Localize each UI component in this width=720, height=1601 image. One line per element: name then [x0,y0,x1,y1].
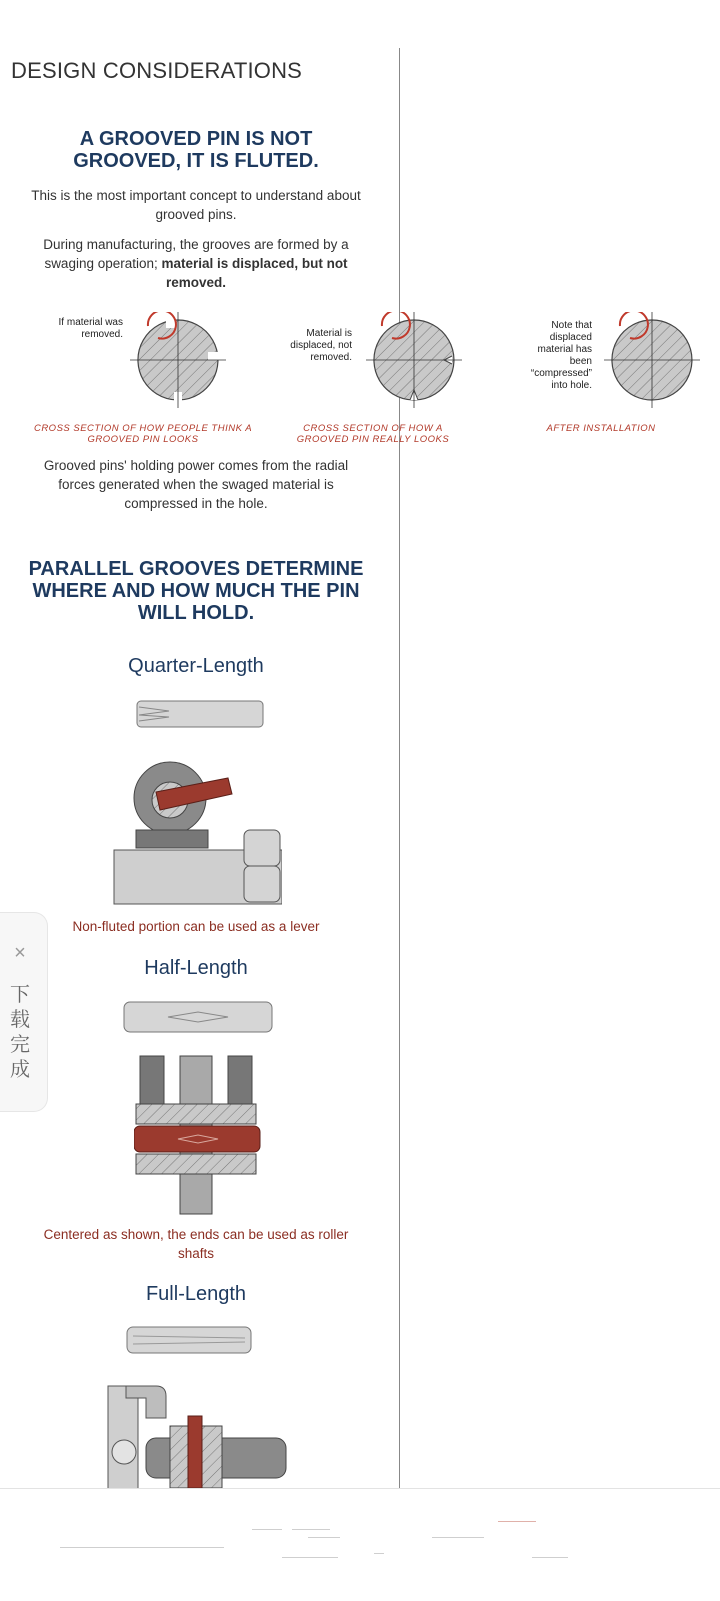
download-complete-tab[interactable] [0,912,48,1112]
grooves-heading: PARALLEL GROOVES DETERMINE WHERE AND HOW MUCH THE PIN WILL HOLD. [28,558,364,624]
footer-line [282,1557,338,1558]
diagram-1-caption: CROSS SECTION OF HOW PEOPLE THINK A GROOVED PIN LOOKS [33,423,253,445]
diagram-2-note: Material is displaced, not removed. [290,328,352,363]
half-length-note: Centered as shown, the ends can be used as roller shafts [43,1227,349,1261]
diagram-2-caption: CROSS SECTION OF HOW A GROOVED PIN REALLY LOOKS [296,423,450,445]
full-length-pin-icon [125,1323,253,1357]
concept-text-2 [25,235,367,292]
concept-paragraph-2-plain: During manufacturing, the grooves are formed by a swaging operation; [43,237,349,271]
diagram-3-note: Note that displaced material has been “compressed” into hole. [530,320,592,391]
footer-line [532,1557,568,1558]
footer-line [60,1547,224,1548]
lever-assembly-icon [112,760,282,908]
footer-line [308,1537,340,1538]
concept-block [25,128,367,172]
half-length-title: Half-Length [144,957,248,979]
cross-section-installed-icon [604,312,700,408]
diagram-3-caption: AFTER INSTALLATION [546,423,656,434]
close-icon[interactable]: × [14,942,26,964]
concept-text-1 [25,186,367,224]
concept-heading: A GROOVED PIN IS NOT GROOVED, IT IS FLUTED. [73,128,319,172]
cross-section-removed-icon [130,312,226,408]
quarter-length-title: Quarter-Length [128,655,264,677]
shaft-assembly-icon [106,1378,290,1488]
concept-paragraph-2-bold: material is displaced, but not removed. [161,256,348,290]
quarter-length-pin-icon [135,697,265,731]
footer-line [432,1537,484,1538]
footer-line [498,1521,536,1522]
footer-line [292,1529,330,1530]
holding-power-paragraph: Grooved pins' holding power comes from the radial forces generated when the swaged material is compressed in the hole. [43,458,349,511]
full-length-title: Full-Length [145,1283,247,1305]
column-divider [399,48,400,1488]
section-title: DESIGN CONSIDERATIONS [11,58,303,83]
quarter-length-note: Non-fluted portion can be used as a lever [72,919,320,934]
footer-bar [0,1488,720,1601]
roller-assembly-icon [134,1054,264,1216]
cross-section-displaced-icon [366,312,462,408]
grooves-block [25,558,367,624]
holding-power-text [25,456,367,513]
footer-line [374,1553,384,1554]
half-length-pin-icon [122,998,274,1036]
diagram-1-note: If material was removed. [58,317,123,340]
concept-paragraph-1: This is the most important concept to understand about grooved pins. [31,188,361,222]
footer-line [252,1529,282,1530]
download-complete-label: 下载完成 [10,984,30,1081]
concept-paragraph-2 [25,235,367,292]
